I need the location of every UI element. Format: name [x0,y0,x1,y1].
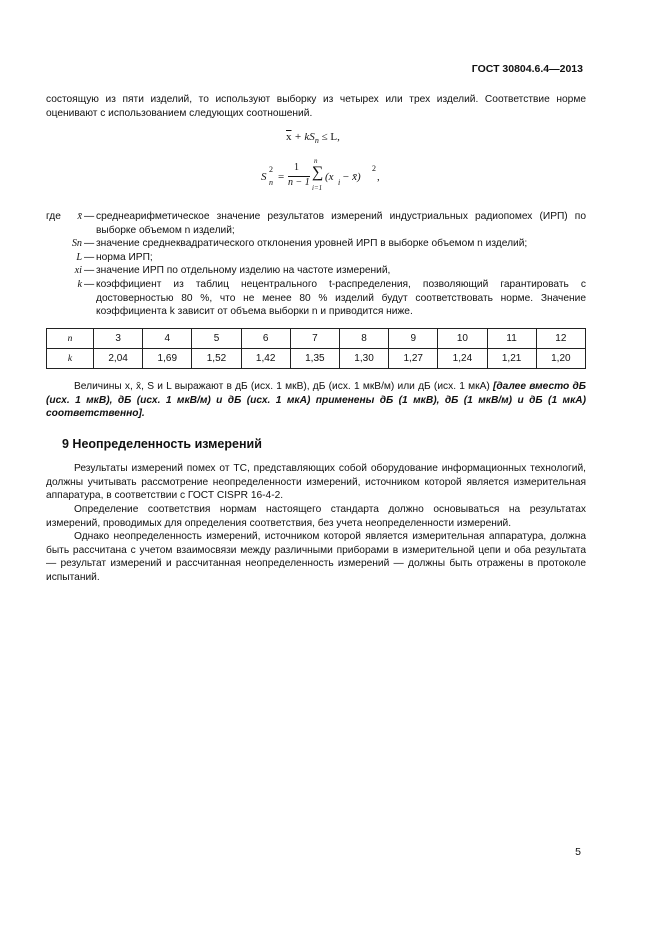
definition-symbol: L [76,252,82,263]
units-note-emphasis: [далее вместо дБ (исх. 1 мкВ), дБ (исх. 1 мкВ/м) и дБ (исх. 1 мкА) применены дБ (1 мкВ), дБ (1 мкВ/м) и дБ (1 мкА) соответственно]. [46,381,586,420]
formula-variance [261,157,391,195]
formula2-sum-top: n [314,157,318,165]
definition-text: норма ИРП; [96,252,153,263]
definition-text: среднеарифметическое значение результатов измерений индустриальных радиопомех (ИРП) по выборке объемом n изделий; [96,211,586,236]
table-cell: 1,21 [487,349,536,369]
formula2-eq: = [278,171,285,183]
definition-symbol: k [77,279,82,290]
formula2-den: n − 1 [288,177,310,188]
formula2-body-a: (x [325,171,334,183]
table-cell: 1,42 [241,349,290,369]
dash: — [84,279,95,290]
table-cell: 3 [94,329,143,349]
units-note [46,380,586,421]
definition-item [46,251,586,265]
formula-criterion [286,131,340,145]
formula2-s: S [261,171,267,183]
definition-text: значение среднеквадратического отклонения уровней ИРП в выборке объемом n изделий; [96,238,528,249]
page-number: 5 [575,846,581,858]
dash: — [84,211,95,222]
table-cell: 4 [143,329,192,349]
definition-item [46,278,586,320]
table-cell: 12 [536,329,585,349]
section-title: 9 Неопределенность измерений [62,437,262,451]
formula-le-l: ≤ L, [318,131,340,143]
formula2-body-b: − x̄) [342,171,361,183]
table-cell: 2,04 [94,349,143,369]
formula-x-mean: $\overline{x}$ [286,131,292,143]
table-cell: 7 [290,329,339,349]
table-cell: 8 [339,329,388,349]
dash: — [84,252,95,263]
sigma-icon: ∑ [312,164,324,181]
formula2-num: 1 [294,162,299,173]
table-cell: 5 [192,329,241,349]
table-cell: 10 [438,329,487,349]
table-cell: 11 [487,329,536,349]
formula2-sup: 2 [269,165,273,174]
definitions-where: где [46,211,61,222]
definition-symbol: x̄ [77,211,82,222]
definition-item [46,264,586,278]
table-cell: 1,69 [143,349,192,369]
section-paragraph: Однако неопределенность измерений, источником которой является измерительная аппаратура, должна быть рассчитана с учетом взаимосвязи между различными приборами в измерительной цепи и оба результата — результат измерений и рассчитанная неопределенность измерений — должны быть отражены в протоколе испытаний. [46,531,586,583]
formula2-body-sub: i [338,178,341,187]
definition-symbol: Sn [71,238,82,249]
dash: — [84,238,95,249]
formula-ks: + kS [291,131,315,143]
formula-ks-sub: n [314,136,319,146]
definition-item [46,210,586,238]
section-paragraph: Определение соответствия нормам настоящего стандарта должно основываться на результатах измерений, проводимых для определения соответствия, без учета неопределенности измерений. [46,504,586,529]
row-label-k: k [47,349,94,369]
formula2-pow: 2 [372,164,376,173]
table-cell: 1,24 [438,349,487,369]
row-label-n: n [47,329,94,349]
formula2-tail: , [377,171,380,183]
table-cell: 1,35 [290,349,339,369]
definition-symbol: xi [74,265,82,276]
k-coefficient-table [46,328,586,369]
table-row-n [47,329,586,349]
formula2-sub: n [269,178,273,187]
table-cell: 1,52 [192,349,241,369]
section-paragraph: Результаты измерений помех от ТС, представляющих собой оборудование информационных технологий, должны учитывать рассмотрение неопределенности измерений, источником которой является измерительная аппаратура, в соответствии с ГОСТ CISPR 16-4-2. [46,463,586,502]
table-cell: 6 [241,329,290,349]
definition-text: коэффициент из таблиц нецентрального t-распределения, позволяющий гарантировать с достоверностью 80 %, что не менее 80 % изделий будут соответствовать норме. Значение коэффициента k зависит от объема выборки n и приводится ниже. [96,279,586,318]
table-row-k [47,349,586,369]
dash: — [84,265,95,276]
table-cell: 1,27 [389,349,438,369]
intro-paragraph: состоящую из пяти изделий, то используют выборку из четырех или трех изделий. Соответствие норме оценивают с использованием следующих соотношений. [46,94,586,119]
table-cell: 1,30 [339,349,388,369]
table-cell: 9 [389,329,438,349]
definition-text: значение ИРП по отдельному изделию на частоте измерений, [96,265,391,276]
definition-item [46,237,586,251]
table-cell: 1,20 [536,349,585,369]
document-header: ГОСТ 30804.6.4—2013 [471,63,583,75]
units-note-plain: Величины x, x̄, S и L выражают в дБ (исх. 1 мкВ), дБ (исх. 1 мкВ/м) или дБ (исх. 1 мкА) [74,381,490,392]
formula2-sum-bot: i=1 [312,184,323,192]
